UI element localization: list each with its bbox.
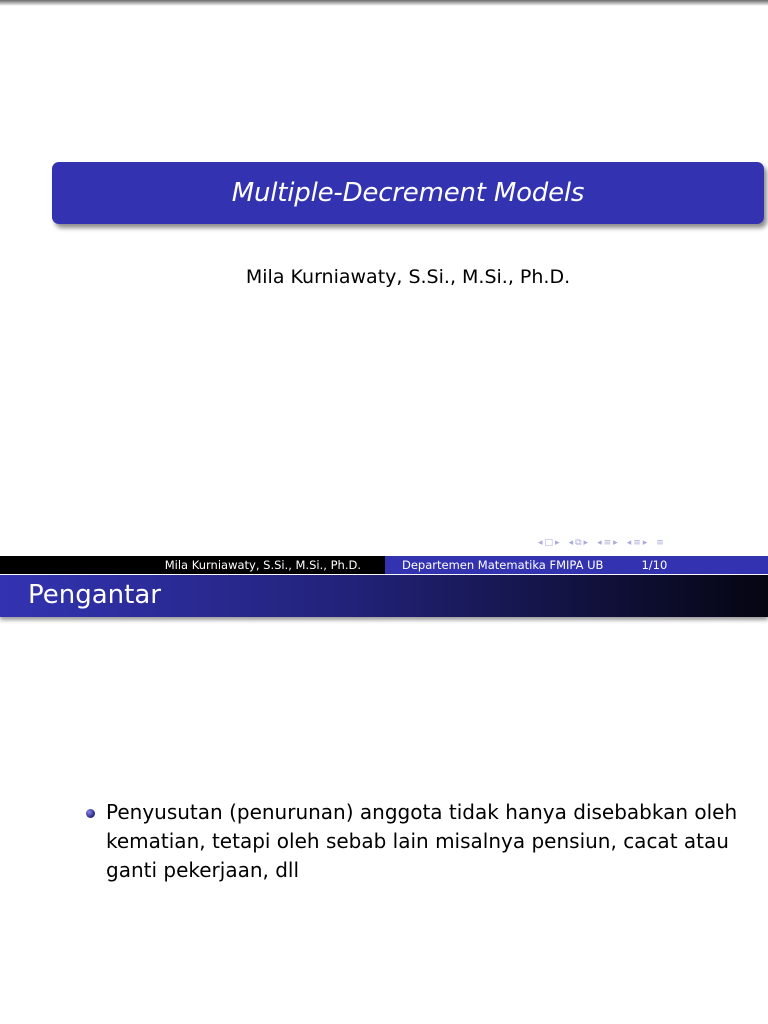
nav-search[interactable] — [656, 538, 664, 548]
frame-title: Pengantar — [28, 580, 161, 610]
arrow-left-icon[interactable]: ◂ — [568, 538, 574, 548]
search-icon[interactable]: ≡ — [656, 538, 664, 548]
nav-frame[interactable] — [538, 538, 560, 548]
frame-title-bar — [0, 575, 768, 617]
footer-right — [385, 556, 768, 574]
presentation-title: Multiple-Decrement Models — [231, 178, 585, 208]
nav-subsection[interactable] — [569, 538, 589, 548]
nav-section[interactable] — [597, 538, 618, 548]
bullet-icon — [86, 809, 95, 818]
title-box — [52, 162, 764, 224]
arrow-right-icon[interactable]: ▸ — [555, 538, 560, 548]
arrow-right-icon[interactable]: ▸ — [583, 538, 589, 548]
footer-author: Mila Kurniawaty, S.Si., M.Si., Ph.D. — [0, 556, 385, 574]
author-name: Mila Kurniawaty, S.Si., M.Si., Ph.D. — [245, 266, 571, 288]
section-icon[interactable]: ≡ — [603, 538, 612, 548]
subsection-icon[interactable]: ⧉ — [575, 538, 582, 548]
document-icon[interactable]: ≡ — [633, 538, 641, 548]
arrow-left-icon[interactable]: ◂ — [597, 538, 602, 548]
list-item — [82, 798, 762, 885]
arrow-right-icon[interactable]: ▸ — [642, 538, 648, 548]
navigation-bar — [538, 535, 758, 551]
nav-document[interactable] — [627, 538, 648, 548]
footer-institution: Departemen Matematika FMIPA UB — [402, 558, 604, 572]
bullet-text: Penyusutan (penurunan) anggota tidak hanya disebabkan oleh kematian, tetapi oleh sebab lain misalnya pensiun, cacat atau ganti pekerjaan, dll — [106, 800, 738, 882]
arrow-left-icon[interactable]: ◂ — [538, 538, 543, 548]
arrow-left-icon[interactable]: ◂ — [626, 538, 632, 548]
frame-icon[interactable]: □ — [544, 538, 554, 548]
arrow-right-icon[interactable]: ▸ — [613, 538, 618, 548]
page-number: 1/10 — [641, 558, 668, 572]
page-top-edge — [0, 0, 768, 6]
footline — [0, 556, 768, 574]
